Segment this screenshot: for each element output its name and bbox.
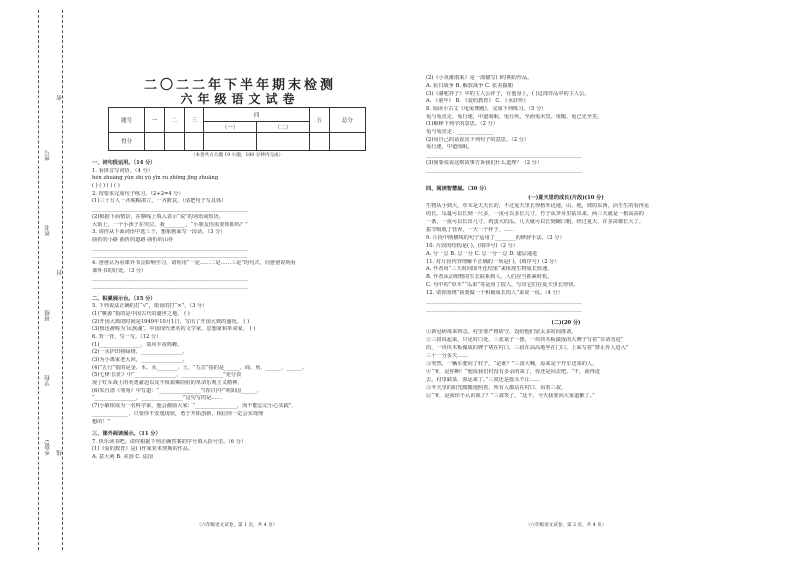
- question-line: 7. 快乐读书吧。请你根据下列正确答案的序号填入括号里。（6 分）: [92, 438, 247, 445]
- cut-mark-2: 封: [57, 270, 63, 276]
- score-head-4: 四: [204, 108, 310, 122]
- question-line: ( ) ( ) ( ) ( ): [92, 183, 120, 190]
- section-2-body: [92, 303, 382, 425]
- passage-1-body: [426, 203, 706, 312]
- question-line: hén zhuàng yǔn shí yǔ yīn rú zhōng jīng zhuāng: [92, 175, 219, 182]
- score-cell[interactable]: [309, 132, 329, 150]
- question-line: (1)解释下列字的意思。（2 分）: [426, 121, 498, 128]
- question-line: 1. 看拼音写词语。（4 分）: [92, 167, 153, 174]
- score-table: [108, 107, 366, 151]
- question-line: (2)根据下面情景，在横线上填入表示“说”的词语或短语。: [92, 213, 224, 220]
- question-line: 5. 下列说法正确的打“√”，错误的打“×”。（3 分）: [92, 303, 208, 310]
- question-line: 6. 背一背，写一写。（12 分）: [92, 333, 162, 340]
- passage-line: B. 作者从动植物的生长联系到人，人们应当抓紧时机。: [426, 274, 553, 281]
- passage-line: ____________________________________________________________: [426, 298, 582, 305]
- passage-2-body: [426, 329, 706, 400]
- passage-line: 的，一块块木板做成的牌子堵在村口，三叔在高高地坐在门口，上面写着“禁止外人进入”: [426, 344, 629, 351]
- cut-mark-3: 线: [57, 450, 63, 456]
- question-line: (1)《爱的教育》是( )作家亚米契斯的作品。: [92, 446, 194, 453]
- label-township: 乡(镇): [45, 440, 51, 456]
- question-line: ____________________________________________________________: [426, 152, 582, 159]
- exam-subtitle: 六年级语文试卷: [180, 92, 300, 106]
- score-cell[interactable]: [204, 132, 257, 150]
- section-3-body: [92, 439, 382, 461]
- right-footer: （六年级语文试卷，第 2 页，共 4 页）: [525, 523, 607, 528]
- passage-line: ____________________________________________________________: [426, 305, 582, 312]
- score-head-4a: （一）: [204, 122, 257, 132]
- passage-1-title: (一)夏天里的成长(片段)(10 分): [528, 195, 604, 202]
- seal-line-outer: [38, 10, 39, 550]
- question-line: 龟与兔竞走，兔行速，中道而眠。龟行疾，至而兔未觉。兔醒，龟已先至矣。: [426, 113, 603, 120]
- section-4-heading: 四、阅读智慧屋。（30 分）: [426, 185, 490, 192]
- passage-line: ⑤冬天里的阳光暖暖地照着，所有人都站在村口，看着三叔。: [426, 385, 567, 392]
- question-line: (3)为小离家老大回，________________。: [92, 357, 188, 363]
- question-line: ____________________________________________________________: [92, 252, 248, 259]
- right-top-body: [426, 75, 706, 174]
- score-cell[interactable]: [164, 132, 184, 150]
- score-head-label: 题号: [109, 108, 145, 133]
- score-cell[interactable]: [257, 132, 310, 150]
- question-line: (1)“桃源”指的是中国古代的避世之地。 ( ): [92, 310, 190, 317]
- section-1-heading: 一、词句段运用。（14 分）: [92, 160, 156, 166]
- label-seat: 座号: [45, 150, 51, 161]
- question-line: ____________________________________________________________: [92, 283, 248, 289]
- score-row-label: 得分: [109, 132, 145, 150]
- question-line: (2)一水护田将绿绕，________________。: [92, 349, 188, 356]
- passage-line: 拔节吸收了营养，一天一个样子。……: [426, 227, 515, 233]
- passage-line: 10. 片段的结构是( )。(填序号)（2 分）: [426, 242, 519, 249]
- passage-line: ②三叔说起来，只见村口处，三张桌子一摆，一块块木板做成的大牌子写着“非请勿进”: [426, 336, 624, 343]
- question-line: ____________________________________________________________: [92, 275, 248, 282]
- right-column: [426, 74, 706, 400]
- question-line: (1)三十万人一齐脱帽肃立，一齐默哀。（请把句子写具体）: [92, 198, 227, 205]
- passage-line: 12. 请你围绕“我要做一个积极成长的人”来说一说。（4 分）: [426, 290, 563, 297]
- passage-line: ⑥“爷，是我你不认识我了？”三叔笑了，“这不，今天我要向大家道歉了。”: [426, 393, 595, 400]
- question-line: (3)鲁迅被称为‘民族魂’，中国现代著名的文学家、思想家和革命家。 ( ): [92, 326, 256, 333]
- question-line: “________________，________________”这句写的是……: [92, 395, 222, 402]
- passage-line: A. 作者用“三天时间即开花结果”来体现生物成长快速。: [426, 266, 553, 273]
- cut-mark-1: 密: [57, 95, 63, 101]
- passage-line: 生物从小到大，草木是天天长的，不过夏天里长得格外迅速。山，地，坡的东西，活生生的看得见: [426, 203, 650, 210]
- binding-strip: [0, 0, 86, 561]
- label-school: 学校: [45, 375, 51, 386]
- section-3-heading: 三、课外阅读展示。（11 分）: [92, 431, 161, 437]
- question-line: 兔行速，中道而眠。: [426, 144, 473, 151]
- question-line: 大街上，一个小孩子在哭泣，我________，“小朋友你需要帮助吗？”: [92, 221, 248, 228]
- passage-2-title: (二)(20 分): [551, 320, 581, 327]
- exam-note: （本卷共五大题 19 小题，100 分钟内完成）: [190, 153, 284, 158]
- question-line: 2. 按要求完成句子练习。（2+2=4 分）: [92, 190, 184, 197]
- question-line: ____________________________________________________________: [92, 206, 248, 213]
- score-head-total: 总分: [329, 108, 365, 133]
- score-cell[interactable]: [329, 132, 365, 150]
- passage-line: 的长。瓜蔓可以长到一尺多，一夜可以多长几寸，竹子从笋芽里钻出来，两三天就是一根高高的: [426, 211, 644, 218]
- question-line: 曲折的小路 曲折的道路 曲折的山谷: [92, 236, 174, 243]
- score-head-2: 二: [164, 108, 184, 133]
- question-line: 8. 阅读小古文《龟兔赛跑》，完成下列练习。（5 分）: [426, 105, 547, 112]
- question-line: (5)七律·长征》中“________________，________________”充分表: [92, 372, 242, 379]
- passage-line: 9. 片段中画横线的句子运用了________的修辞手法。（2 分）: [426, 234, 565, 241]
- passage-line: 三十一分多天……: [426, 352, 468, 359]
- section-2-heading: 二、积累展示台。（15 分）: [92, 295, 156, 302]
- left-column: [92, 160, 382, 461]
- question-line: 龟与兔竞走：______________: [426, 129, 494, 135]
- question-line: (1)________________，请风半夜鸣蝉。: [92, 341, 183, 348]
- exam-title: 二〇二二年下半年期末检测: [143, 78, 336, 93]
- question-line: (3)《骆驼祥子》中的主人公祥子，在他身上，( )这部作品中的主人公。: [426, 90, 590, 97]
- question-line: 4. 爸爸认为看课外书会影响学习，请你用“一是……二是……三是”的句式，向爸爸说明看: [92, 259, 296, 266]
- left-footer: （六年级语文试卷，第 1 页，共 4 页）: [196, 523, 278, 528]
- question-line: 3. 请你从下面词语中选三个，想象画面写一段话。（3 分）: [92, 229, 226, 236]
- question-line: (6)朱自清《匆匆》中写道：“________________”(春日)中“明知国______。: [92, 387, 262, 394]
- passage-line: ①新冠病毒来得急。村里要严格防守，没给他们留太多时间准备。: [426, 328, 577, 335]
- question-line: (7)小敏组成为一名科学家，他会激励大家：“________________，而不能忘记小心实践”。: [92, 403, 297, 410]
- question-line: (2)《小英雄雨来》是一部描写( )时期的作品。: [426, 75, 533, 82]
- question-line: ____________________________________________________________: [426, 167, 582, 174]
- question-line: A. 《童年》 B. 《爱的教育》 C. 《水浒传》: [426, 98, 529, 105]
- passage-line: A. 分一总 B. 总一分 C. 总一分一总 D. 递层递进: [426, 250, 538, 257]
- passage-line: 一条，一夜可以长出几寸，鸡蛋大的瓜，几天就可以长到碗口粗。经过夏天，许多苗都长大了。: [426, 219, 644, 226]
- passage-line: C. 句中的“草木”“瓜果”等运用了拟人，写出它们在夏天里长得快。: [426, 282, 579, 289]
- score-head-3: 三: [184, 108, 204, 133]
- score-head-5: 五: [309, 108, 329, 133]
- score-cell[interactable]: [145, 132, 165, 150]
- label-class: 班级: [45, 310, 51, 321]
- question-line: 现了红军战士的英勇豪迈以及不惧艰难险阻的革命乐观主义精神。: [92, 380, 243, 387]
- question-line: ______________，只要你不安逸现状，勇于开拓创新，相信你一定会实现理: [92, 410, 264, 417]
- question-line: (2)用自己的话说出下列句子的意思。（2 分）: [426, 136, 530, 143]
- question-line: A. 抗日战争 B. 解放战争 C. 抗美援朝: [426, 82, 513, 89]
- question-line: ____________________________________________________________: [92, 244, 248, 251]
- question-line: (3)简要说说这则故事告诉我们什么道理？（2 分）: [426, 159, 543, 166]
- label-name: 姓名: [45, 225, 51, 236]
- score-head-1: 一: [145, 108, 165, 133]
- score-cell[interactable]: [184, 132, 204, 150]
- passage-line: 11. 对片段内容理解不正确的一项是( )。(填序号)（2 分）: [426, 258, 560, 265]
- question-line: 想的！”: [92, 418, 111, 425]
- question-line: (2)开国大典的时间是1949年10月1日，写出了开国大典的盛况。 ( ): [92, 318, 250, 325]
- section-1-body: [92, 168, 382, 290]
- score-head-4b: （二）: [257, 122, 310, 132]
- question-line: 课外书的好处。（3 分）: [92, 267, 147, 274]
- question-line: (4)“五行”指的是金、木、水________、土，“五音”指的是______、商、角、______、______。: [92, 364, 308, 371]
- passage-line: ④“爷，是你啊！”他说我们村没有多余的菜了，你还是回去吧。“不，我得进: [426, 368, 600, 375]
- question-line: A. 意大利 B. 美国 C. 法国: [92, 454, 153, 461]
- passage-line: ③突然，一辆车驶向了村子。“是谁？”三叔大喊，原来是个开车送菜的人。: [426, 360, 598, 367]
- seal-line-inner: [62, 10, 63, 550]
- passage-line: 去，村里缺菜，我运来了。”三叔还是摇头不让……: [426, 377, 541, 384]
